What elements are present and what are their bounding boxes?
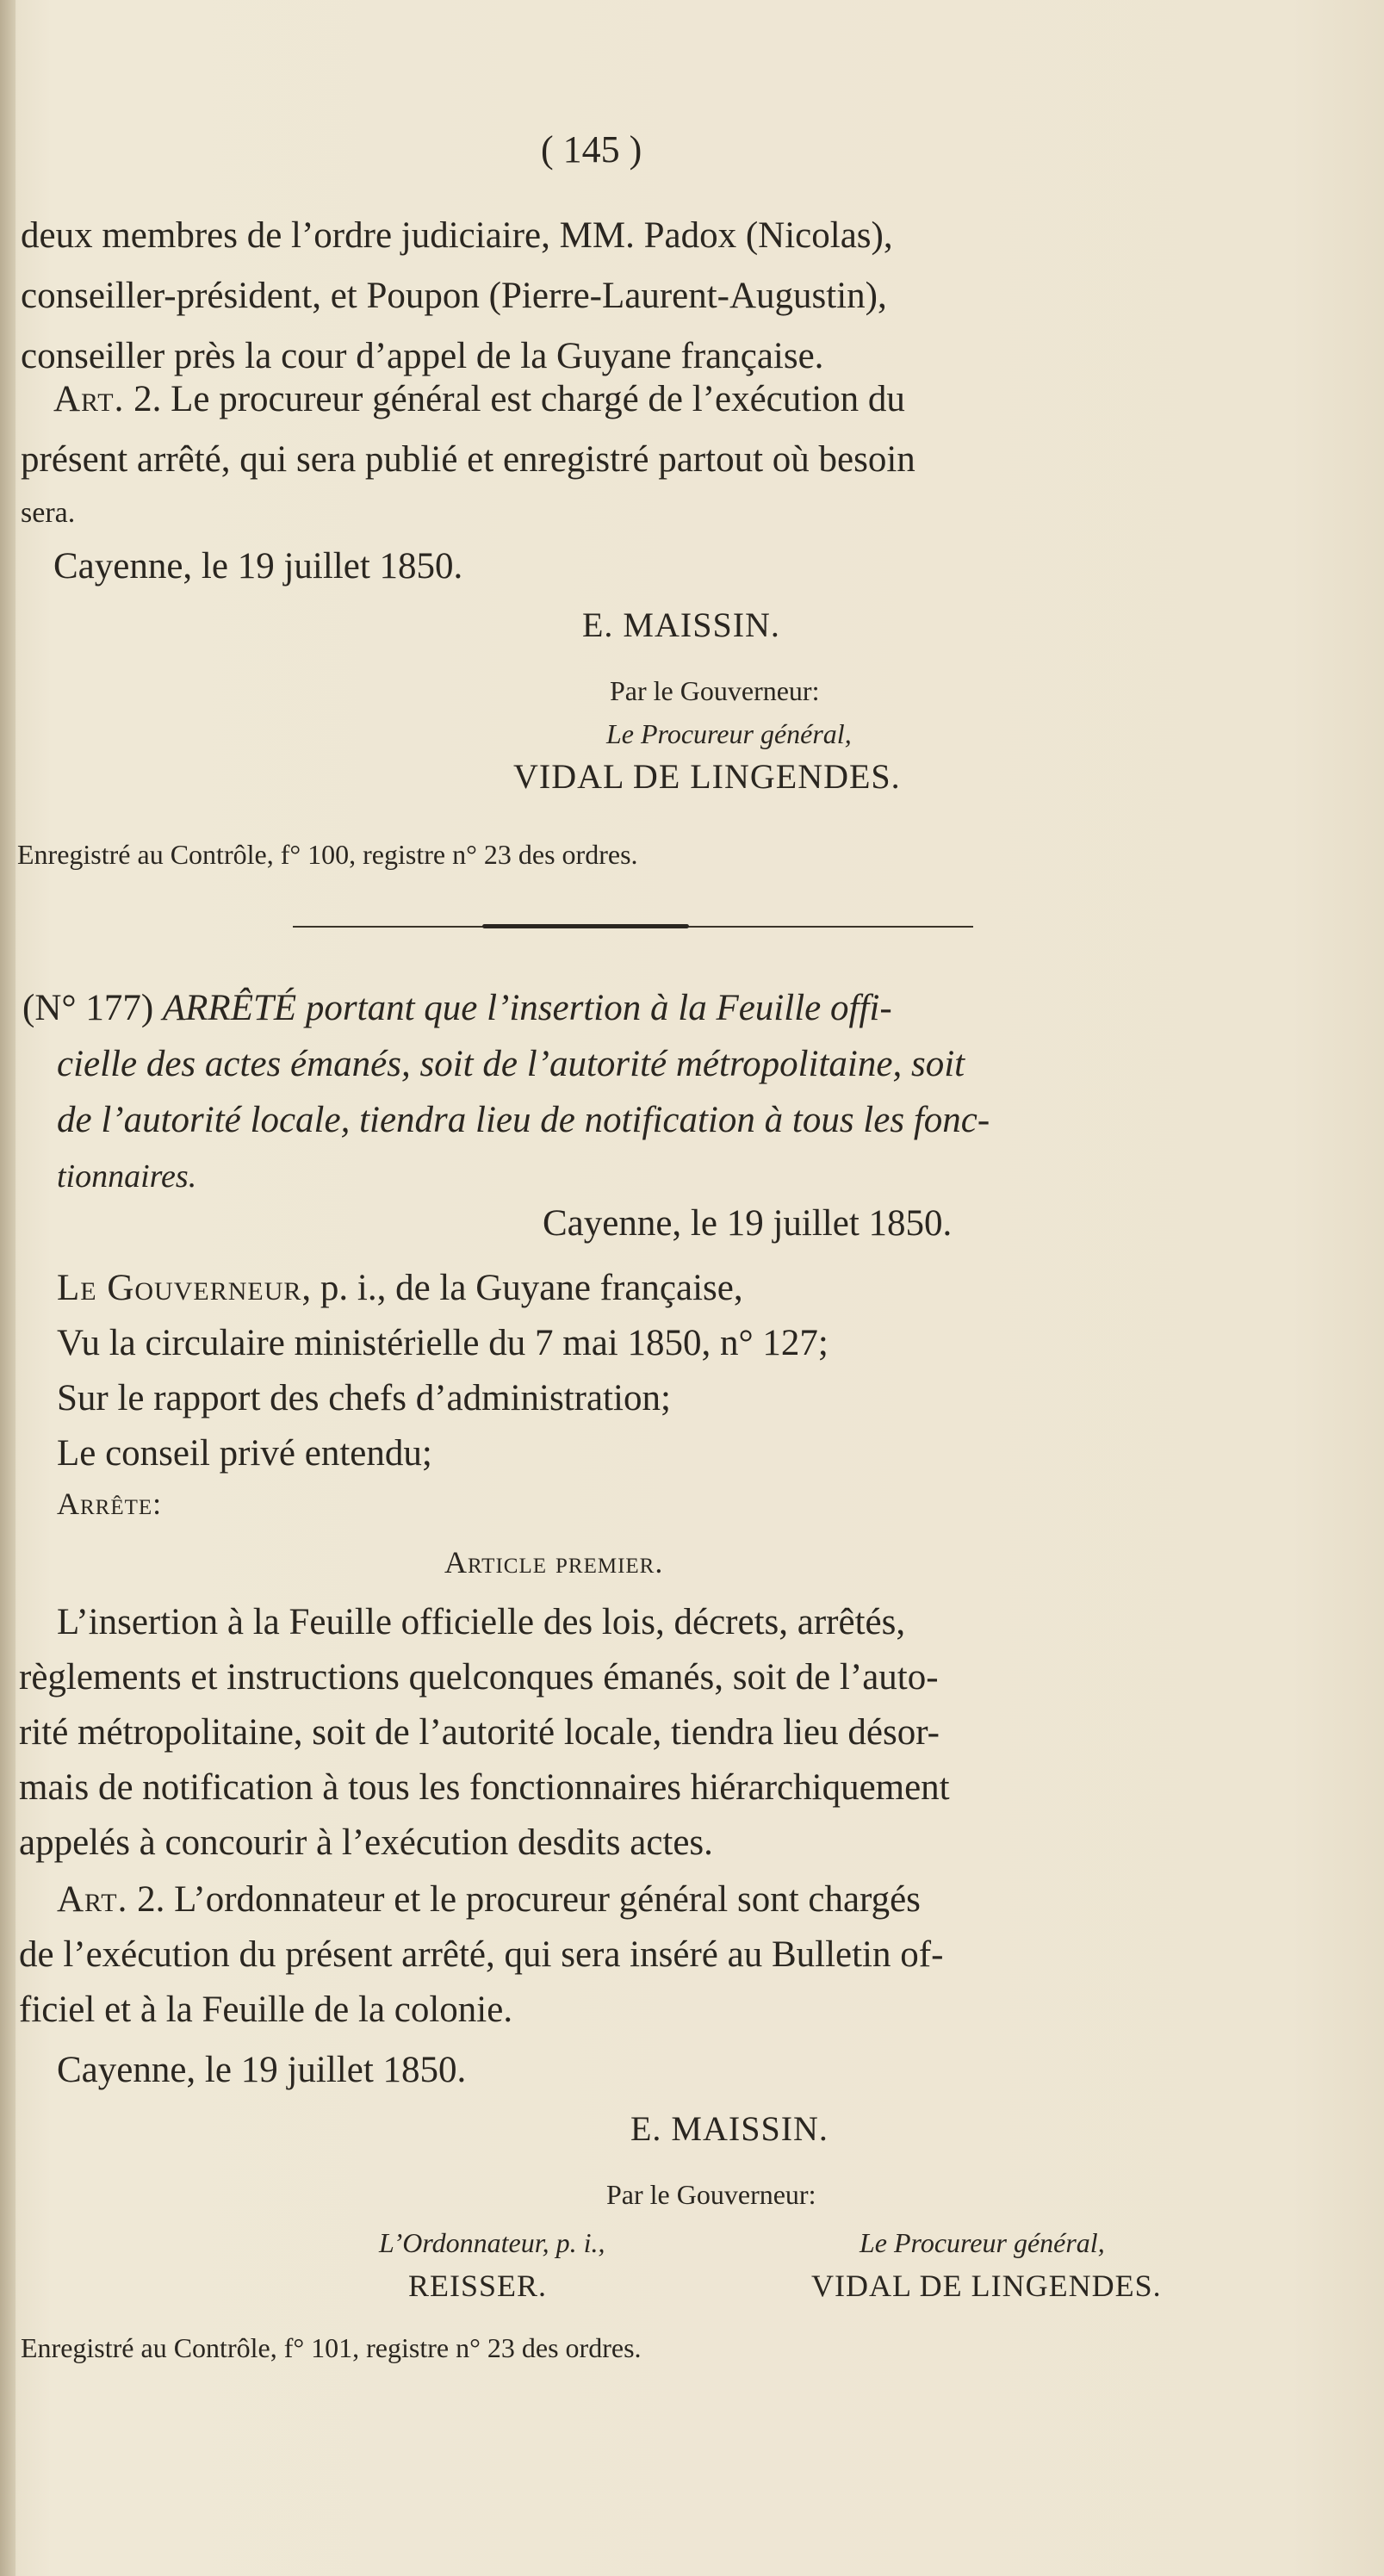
registration-line: Enregistré au Contrôle, f° 101, registre n° 23 des ordres. <box>21 2332 642 2363</box>
body-line: rité métropolitaine, soit de l’autorité locale, tiendra lieu désor- <box>19 1712 940 1753</box>
article-text: 2. L’ordonnateur et le procureur général sont chargés <box>137 1879 921 1920</box>
book-gutter <box>0 0 16 2576</box>
date-line: Cayenne, le 19 juillet 1850. <box>57 2050 467 2090</box>
text-line: conseiller-président, et Poupon (Pierre-Laurent-Augustin), <box>21 276 887 316</box>
decree-place-date: Cayenne, le 19 juillet 1850. <box>543 1203 953 1244</box>
decree-title-line-1 <box>22 986 892 1031</box>
decree-title: ARRÊTÉ portant que l’insertion à la Feuille offi- <box>162 988 892 1028</box>
par-le-gouverneur: Par le Gouverneur: <box>606 2179 816 2210</box>
procureur-name: VIDAL DE LINGENDES. <box>513 757 901 796</box>
body-line: règlements et instructions quelconques émanés, soit de l’auto- <box>19 1657 939 1698</box>
procureur-title: Le Procureur général, <box>606 718 852 749</box>
article-2-line-1 <box>57 1878 921 1922</box>
gouverneur-word: Le Gouverneur <box>57 1268 302 1308</box>
text-line: présent arrêté, qui sera publié et enregistré partout où besoin <box>21 439 915 480</box>
signature: E. MAISSIN. <box>582 605 780 644</box>
ordonnateur-name: REISSER. <box>408 2269 548 2303</box>
article-label: Art. <box>57 1879 128 1920</box>
gouverneur-rest: , p. i., de la Guyane française, <box>301 1268 743 1308</box>
gouverneur-line <box>57 1266 743 1311</box>
vu-line: Vu la circulaire ministérielle du 7 mai 1850, n° 127; <box>57 1323 829 1363</box>
sur-line: Sur le rapport des chefs d’administration; <box>57 1378 671 1418</box>
par-le-gouverneur: Par le Gouverneur: <box>610 675 820 706</box>
conseil-line: Le conseil privé entendu; <box>57 1433 432 1474</box>
arrete-line: Arrête: <box>57 1487 163 1521</box>
procureur-title: Le Procureur général, <box>860 2227 1105 2258</box>
date-line: Cayenne, le 19 juillet 1850. <box>53 546 463 587</box>
decree-title-line-3: de l’autorité locale, tiendra lieu de notification à tous les fonc- <box>57 1100 990 1140</box>
body-line: appelés à concourir à l’exécution desdits actes. <box>19 1822 713 1863</box>
separator-ornament <box>482 924 689 928</box>
signature: E. MAISSIN. <box>630 2109 829 2148</box>
text-line: sera. <box>21 497 76 529</box>
article-text: 2. Le procureur général est chargé de l’exécution du <box>133 379 905 419</box>
article-label: Art. <box>53 379 125 419</box>
page-number: ( 145 ) <box>541 128 642 171</box>
body-line: L’insertion à la Feuille officielle des lois, décrets, arrêtés, <box>57 1602 906 1642</box>
decree-title-line-4: tionnaires. <box>57 1158 197 1195</box>
article-2-line-1 <box>53 377 905 422</box>
decree-title-line-2: cielle des actes émanés, soit de l’autorité métropolitaine, soit <box>57 1044 965 1084</box>
body-line: mais de notification à tous les fonctionnaires hiérarchiquement <box>19 1767 950 1808</box>
article-premier-heading: Article premier. <box>444 1545 664 1580</box>
decree-number: (N° 177) <box>22 988 154 1028</box>
procureur-name: VIDAL DE LINGENDES. <box>811 2269 1162 2303</box>
body-line: de l’exécution du présent arrêté, qui sera inséré au Bulletin of- <box>19 1934 944 1975</box>
registration-line: Enregistré au Contrôle, f° 100, registre n° 23 des ordres. <box>17 839 638 870</box>
text-line: conseiller près la cour d’appel de la Guyane française. <box>21 336 824 376</box>
body-line: ficiel et à la Feuille de la colonie. <box>19 1989 513 2030</box>
ordonnateur-title: L’Ordonnateur, p. i., <box>379 2227 605 2258</box>
text-line: deux membres de l’ordre judiciaire, MM. Padox (Nicolas), <box>21 215 893 256</box>
